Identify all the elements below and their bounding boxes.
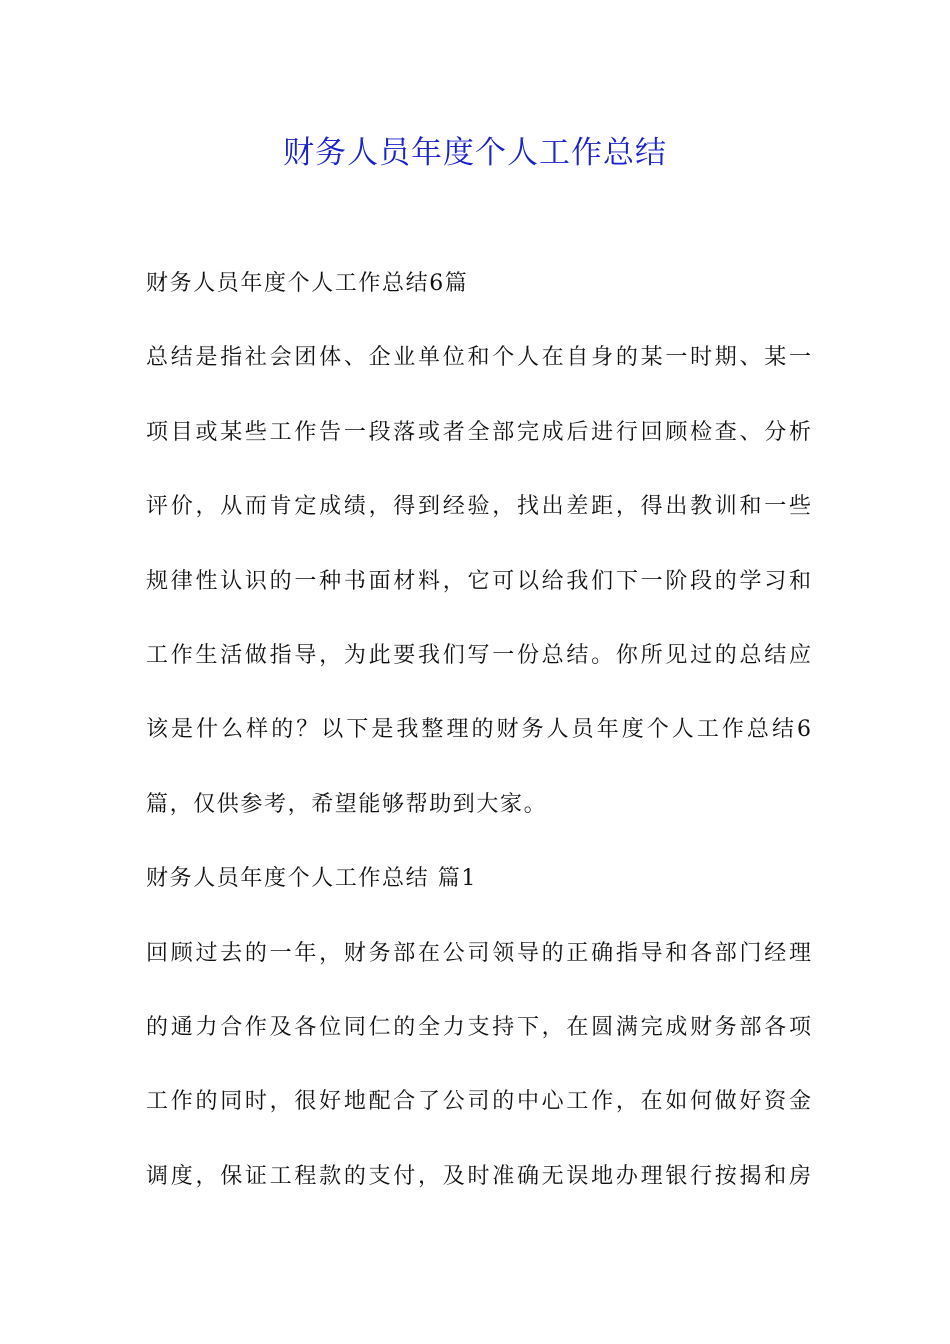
paragraph-line: 项目或某些工作告一段落或者全部完成后进行回顾检查、分析 [146,419,811,445]
paragraph-line: 的通力合作及各位同仁的全力支持下，在圆满完成财务部各项 [146,1014,811,1040]
paragraph-line: 评价，从而肯定成绩，得到经验，找出差距，得出教训和一些 [146,494,811,520]
paragraph-line: 调度，保证工程款的支付，及时准确无误地办理银行按揭和房 [146,1163,811,1189]
document-body [146,264,811,1231]
document-title: 财务人员年度个人工作总结 [283,135,667,171]
section-heading: 财务人员年度个人工作总结 篇1 [146,866,477,892]
paragraph-line: 工作生活做指导，为此要我们写一份总结。你所见过的总结应 [146,642,811,668]
paragraph-line: 规律性认识的一种书面材料，它可以给我们下一阶段的学习和 [146,568,811,594]
section-heading: 财务人员年度个人工作总结6篇 [146,271,469,296]
paragraph-line: 回顾过去的一年，财务部在公司领导的正确指导和各部门经理 [146,940,811,966]
paragraph-line: 该是什么样的？以下是我整理的财务人员年度个人工作总结6 [146,717,811,743]
paragraph-line: 总结是指社会团体、企业单位和个人在自身的某一时期、某一 [146,345,811,371]
paragraph-line: 工作的同时，很好地配合了公司的中心工作，在如何做好资金 [146,1089,811,1115]
paragraph-line: 篇，仅供参考，希望能够帮助到大家。 [146,791,548,817]
